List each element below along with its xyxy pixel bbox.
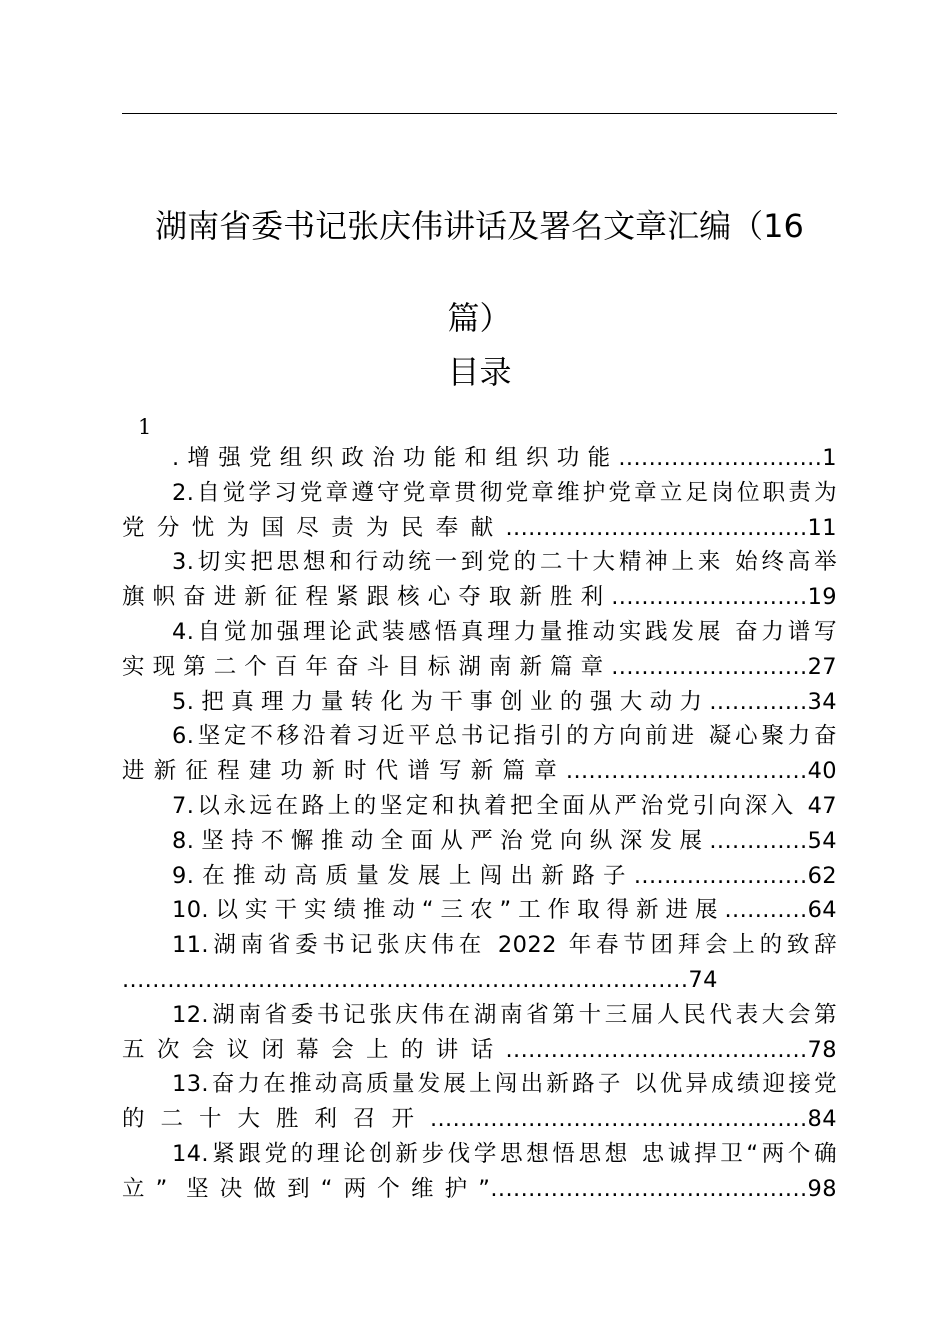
toc-heading: 目录 bbox=[447, 353, 512, 391]
toc-entry-1[interactable] bbox=[122, 441, 837, 476]
toc-entry-13[interactable] bbox=[122, 1067, 837, 1137]
toc-entry-13-line-2: 的二十大胜利召开..................................................84 bbox=[122, 1106, 837, 1133]
toc-entry-12-line-1: 12.湖南省委书记张庆伟在湖南省第十三届人民代表大会第 bbox=[172, 1001, 837, 1028]
toc-entry-6[interactable] bbox=[122, 719, 837, 789]
toc-entry-3[interactable] bbox=[122, 545, 837, 615]
toc-entry-2[interactable] bbox=[122, 476, 837, 546]
toc-entry-4-line-2: 实现第二个百年奋斗目标湖南新篇章..........................27 bbox=[122, 653, 837, 680]
toc-entry-14-line-1: 14.紧跟党的理论创新步伐学思想悟思想 忠诚捍卫“两个确 bbox=[172, 1140, 837, 1167]
document-title bbox=[122, 180, 837, 364]
toc-entry-14[interactable] bbox=[122, 1137, 837, 1207]
toc-entry-3-line-2: 旗帜奋进新征程紧跟核心夺取新胜利..........................19 bbox=[122, 584, 837, 611]
toc-entry-7-line-1: 7.以永远在路上的坚定和执着把全面从严治党引向深入 47 bbox=[172, 792, 837, 819]
toc-entry-13-line-1: 13.奋力在推动高质量发展上闯出新路子 以优异成绩迎接党 bbox=[172, 1071, 837, 1098]
toc-entry-8[interactable] bbox=[122, 824, 837, 859]
toc-entry-3-line-1: 3.切实把思想和行动统一到党的二十大精神上来 始终高举 bbox=[172, 549, 837, 576]
toc-entry-10-line-1: 10.以实干实绩推动“三农”工作取得新进展...........64 bbox=[172, 897, 837, 924]
toc-entry-4-line-1: 4.自觉加强理论武装感悟真理力量推动实践发展 奋力谱写 bbox=[172, 618, 837, 645]
toc-entry-4[interactable] bbox=[122, 615, 837, 685]
toc-entry-2-line-1: 2.自觉学习党章遵守党章贯彻党章维护党章立足岗位职责为 bbox=[172, 479, 837, 506]
toc-entry-10[interactable] bbox=[122, 893, 837, 928]
title-line-1: 湖南省委书记张庆伟讲话及署名文章汇编（16 bbox=[155, 207, 804, 245]
stray-number: 1 bbox=[138, 415, 152, 439]
toc-entry-11-line-2: ...........................................................................74 bbox=[122, 966, 718, 993]
title-line-2: 篇） bbox=[447, 299, 512, 337]
toc-entry-1-line-1: .增强党组织政治功能和组织功能...........................1 bbox=[172, 445, 837, 471]
toc-entry-5[interactable] bbox=[122, 685, 837, 720]
toc-entry-7[interactable] bbox=[122, 789, 837, 824]
toc-entry-14-line-2: 立” 坚决做到“两个维护”..........................................98 bbox=[122, 1175, 837, 1202]
toc-entry-5-line-1: 5.把真理力量转化为干事创业的强大动力.............34 bbox=[172, 688, 837, 715]
top-rule bbox=[122, 113, 837, 114]
toc-entry-11-line-1: 11.湖南省委书记张庆伟在 2022 年春节团拜会上的致辞 bbox=[172, 932, 837, 959]
toc-entry-8-line-1: 8.坚持不懈推动全面从严治党向纵深发展.............54 bbox=[172, 827, 837, 854]
toc-entry-6-line-2: 进新征程建功新时代谱写新篇章................................40 bbox=[122, 758, 837, 785]
toc-entry-12-line-2: 五次会议闭幕会上的讲话........................................78 bbox=[122, 1036, 837, 1063]
toc-entry-6-line-1: 6.坚定不移沿着习近平总书记指引的方向前进 凝心聚力奋 bbox=[172, 723, 837, 750]
toc-entry-12[interactable] bbox=[122, 998, 837, 1068]
toc-entry-9-line-1: 9.在推动高质量发展上闯出新路子.......................62 bbox=[172, 862, 837, 889]
toc-entry-2-line-2: 党分忧为国尽责为民奉献........................................11 bbox=[122, 514, 837, 541]
toc-entry-11[interactable] bbox=[122, 928, 837, 998]
toc-entry-9[interactable] bbox=[122, 859, 837, 894]
table-of-contents bbox=[122, 441, 837, 1207]
